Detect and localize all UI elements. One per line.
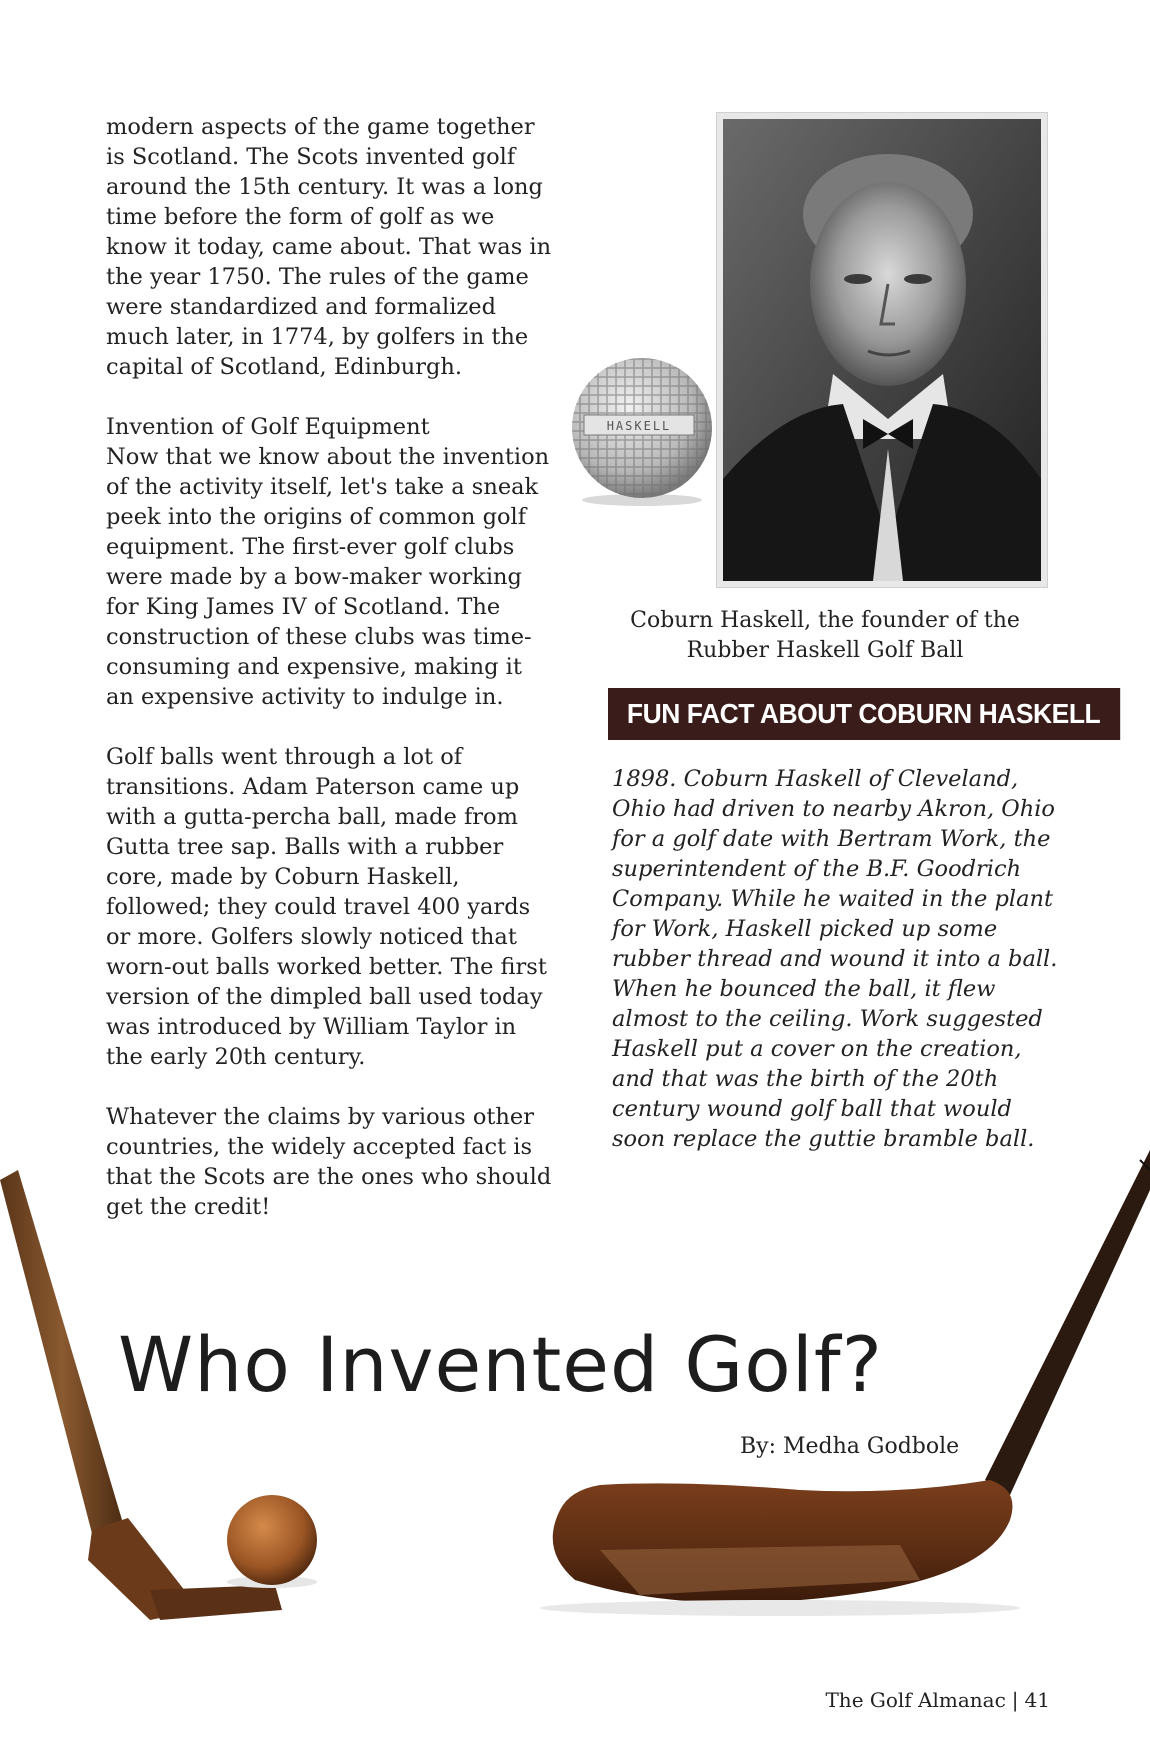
- equipment-text: Now that we know about the invention of the activity itself, let's take a sneak peek into the origins of common golf equipment. The first-ever golf clubs were made by a bow-maker working for King James IV of Scotland. The construction of these clubs was time-consuming and expensive, making it an expensive activity to indulge in.: [106, 444, 550, 710]
- wooden-golf-ball: [227, 1495, 317, 1585]
- publication-name: The Golf Almanac: [825, 1688, 1006, 1712]
- article-paragraph-2: [106, 412, 556, 712]
- haskell-portrait-photo: [716, 112, 1048, 588]
- fun-fact-text: 1898. Coburn Haskell of Cleveland, Ohio had driven to nearby Akron, Ohio for a golf date with Bertram Work, the superintendent of the B.F. Goodrich Company. While he waited in the plant for Work, Haskell picked up some rubber thread and wound it into a ball. When he bounced the ball, it flew almost to the ceiling. Work suggested Haskell put a cover on the creation, and that was the birth of the 20th century wound golf ball that would soon replace the guttie bramble ball.: [612, 766, 1058, 1152]
- article-paragraph-1: modern aspects of the game together is Scotland. The Scots invented golf around the 15th century. It was a long time before the form of golf as we know it today, came about. That was in the year 1750. The rules of the game were standardized and formalized much later, in 1774, by golfers in the capital of Scotland, Edinburgh.: [106, 114, 552, 380]
- article-body: [106, 112, 556, 1252]
- caption-line-1: Coburn Haskell, the founder of the: [630, 608, 1020, 633]
- photo-caption: [600, 606, 1050, 666]
- article-byline: By: Medha Godbole: [740, 1434, 960, 1459]
- haskell-golf-ball: [562, 350, 722, 510]
- article-paragraph-3: Golf balls went through a lot of transitions. Adam Paterson came up with a gutta-percha ball, made from Gutta tree sap. Balls with a rubber core, made by Coburn Haskell, followed; they could travel 400 yards or more. Golfers slowly noticed that worn-out balls worked better. The first version of the dimpled ball used today was introduced by William Taylor in the early 20th century.: [106, 744, 547, 1070]
- page-footer: [800, 1686, 1050, 1714]
- fun-fact-heading: FUN FACT ABOUT COBURN HASKELL: [608, 688, 1120, 740]
- ball-label: HASKELL: [606, 419, 672, 433]
- footer-separator: |: [1011, 1688, 1019, 1712]
- page-number: 41: [1024, 1688, 1050, 1712]
- caption-line-2: Rubber Haskell Golf Ball: [686, 638, 964, 663]
- article-paragraph-4: Whatever the claims by various other countries, the widely accepted fact is that the Scots are the ones who should get the credit!: [106, 1104, 552, 1220]
- article-title: Who Invented Golf?: [118, 1320, 884, 1409]
- portrait-illustration: [723, 119, 1041, 581]
- equipment-heading: Invention of Golf Equipment: [106, 414, 430, 440]
